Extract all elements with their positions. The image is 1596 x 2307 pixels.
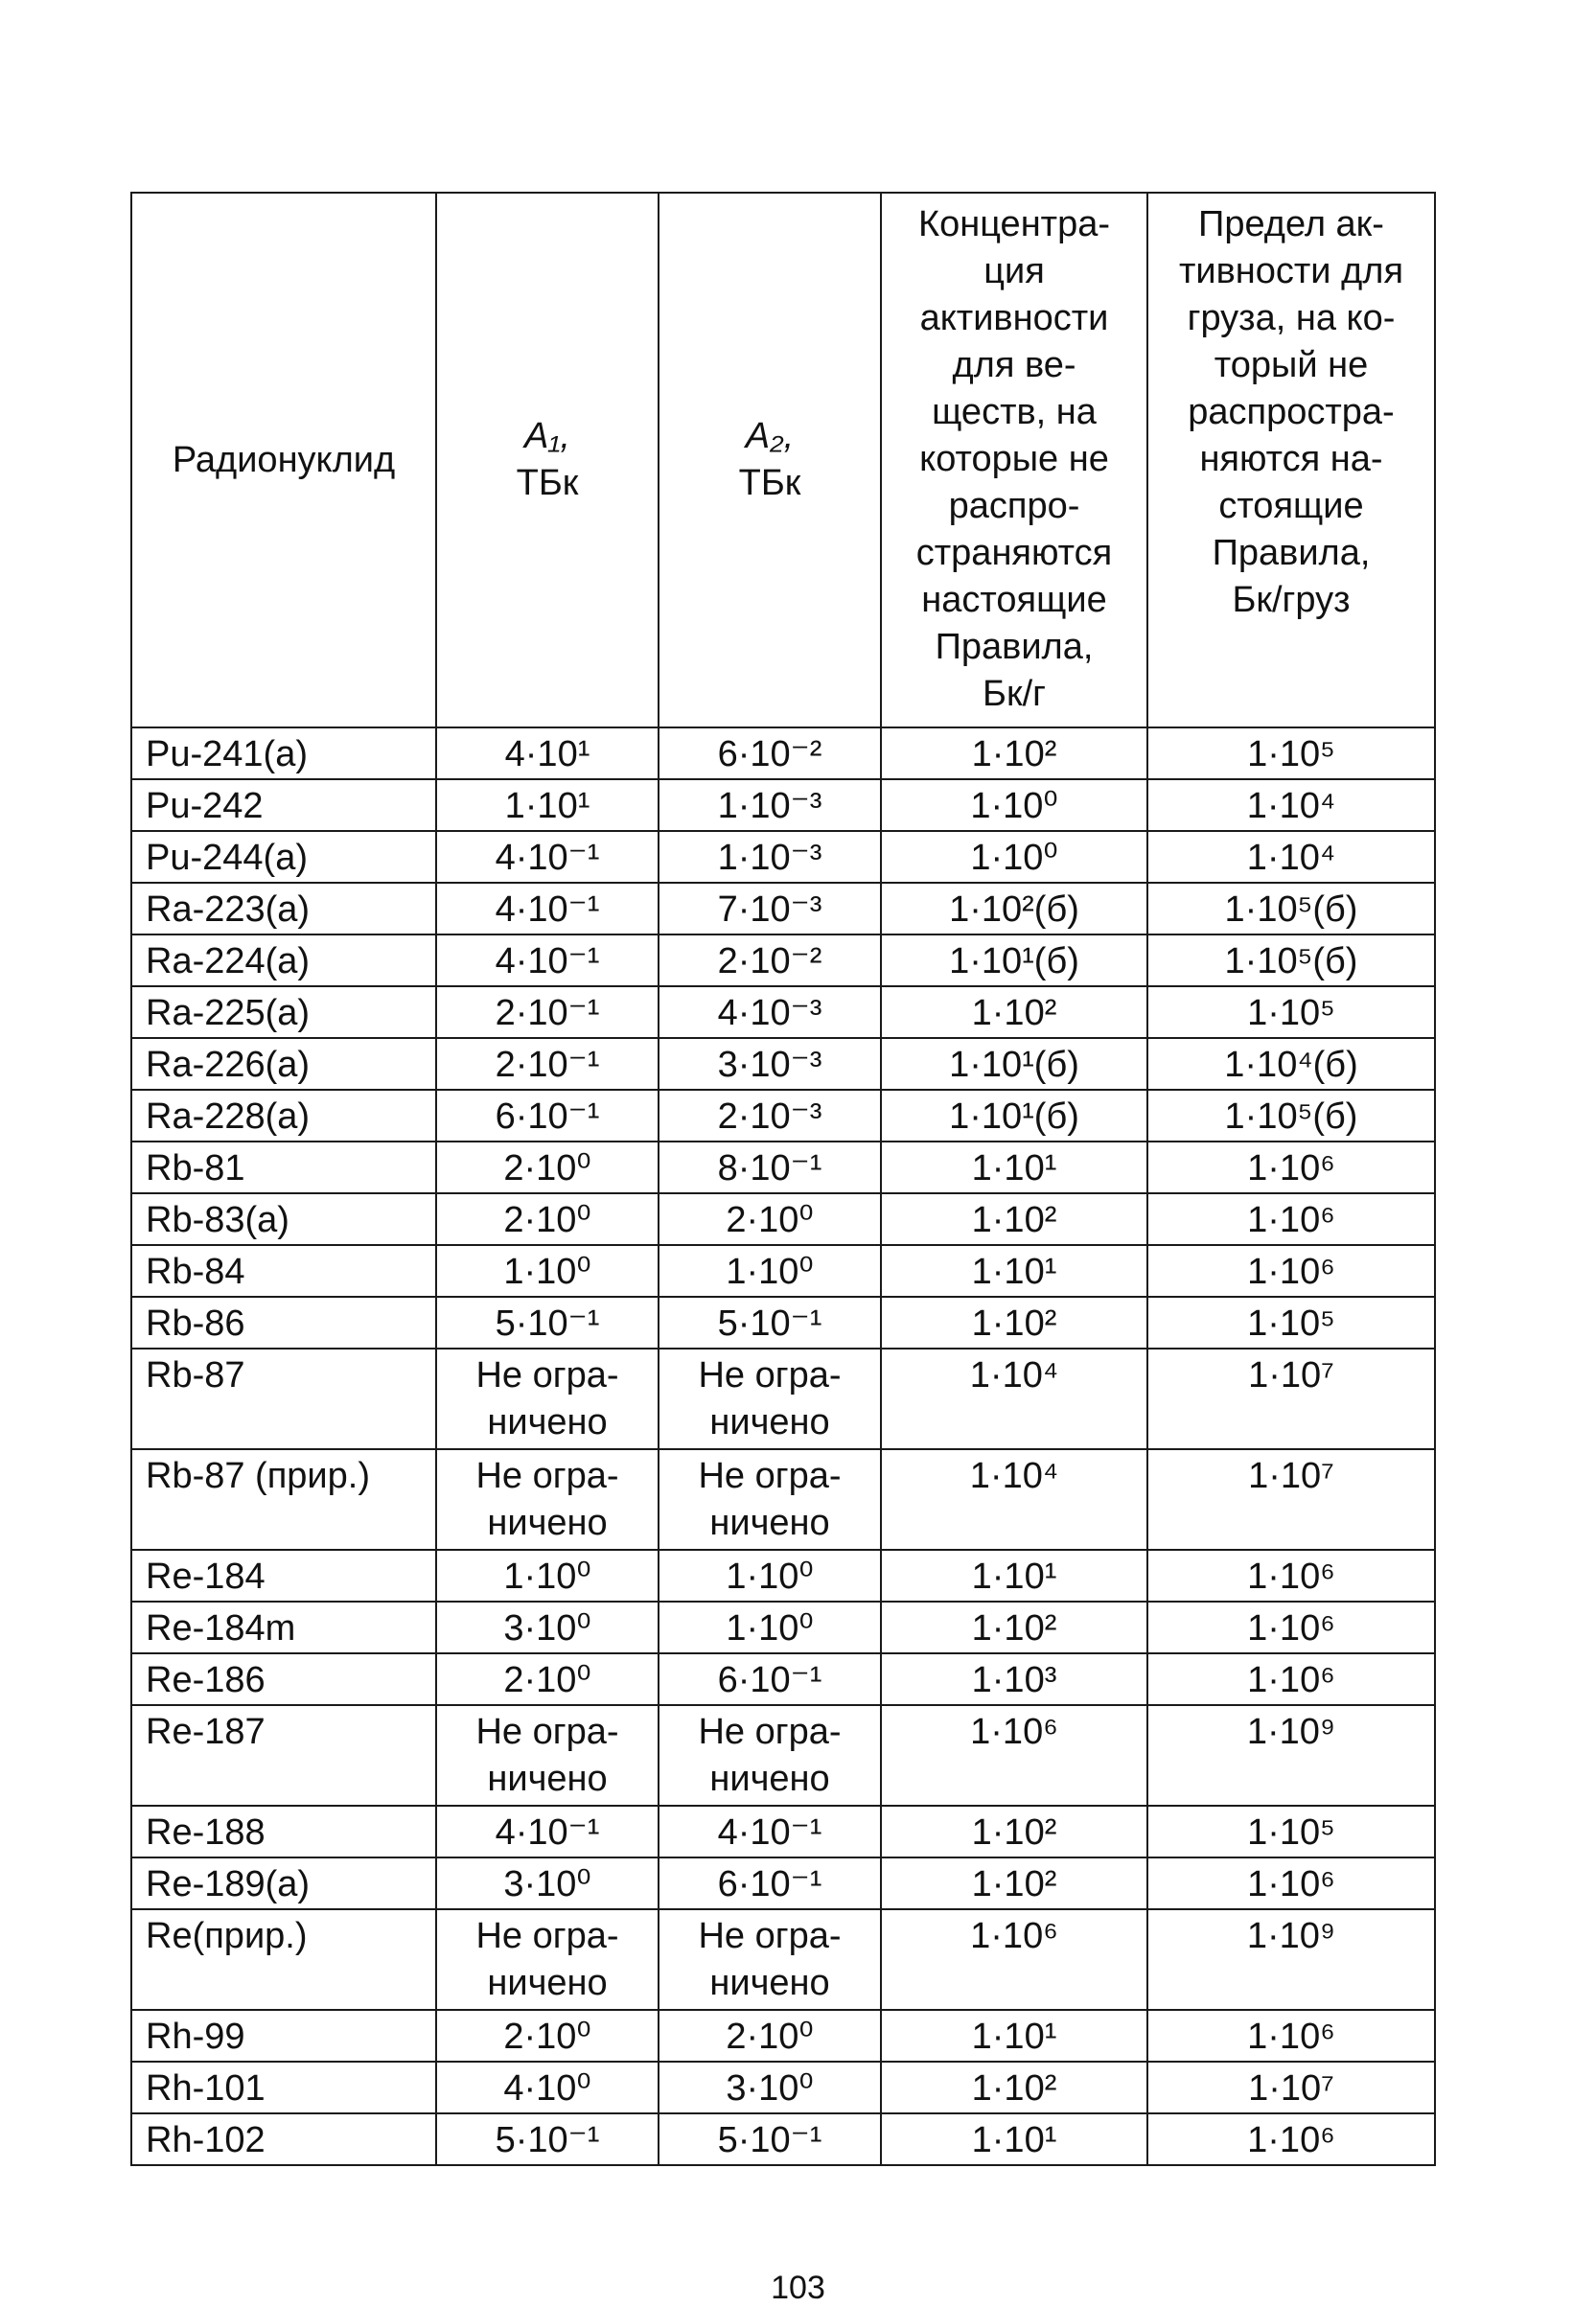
table-row — [131, 1857, 1435, 1909]
header-line: груза, на ко- — [1187, 298, 1396, 338]
table-row — [131, 1705, 1435, 1806]
table-row — [131, 1038, 1435, 1090]
header-row — [131, 193, 1435, 727]
a2-cell: 5·10⁻¹ — [659, 1297, 881, 1349]
radionuclide-cell: Re-189(a) — [131, 1857, 436, 1909]
concentration-cell: 1·10⁶ — [881, 1705, 1147, 1806]
table-row — [131, 934, 1435, 986]
a2-cell: 7·10⁻³ — [659, 883, 881, 934]
header-line: Радионуклид — [172, 439, 396, 480]
consignment-limit-cell: 1·10⁹ — [1147, 1705, 1435, 1806]
concentration-cell: 1·10⁴ — [881, 1349, 1147, 1449]
header-line: страняются — [915, 533, 1113, 573]
consignment-limit-cell: 1·10⁵ — [1147, 1297, 1435, 1349]
consignment-limit-cell: 1·10⁵ — [1147, 727, 1435, 779]
concentration-cell: 1·10¹ — [881, 2010, 1147, 2062]
a1-cell: Не огра- ничено — [436, 1449, 659, 1550]
radionuclide-cell: Ra-225(a) — [131, 986, 436, 1038]
concentration-cell: 1·10² — [881, 986, 1147, 1038]
consignment-limit-cell: 1·10⁴ — [1147, 779, 1435, 831]
header-line: Правила, — [935, 627, 1094, 667]
a2-cell: Не огра- ничено — [659, 1705, 881, 1806]
concentration-cell: 1·10⁰ — [881, 831, 1147, 883]
concentration-cell: 1·10⁰ — [881, 779, 1147, 831]
radionuclide-cell: Rb-87 — [131, 1349, 436, 1449]
header-line: ТБк — [516, 463, 579, 503]
header-line: ТБк — [738, 463, 801, 503]
table-row — [131, 1550, 1435, 1602]
radionuclide-cell: Re-188 — [131, 1806, 436, 1857]
radionuclide-cell: Rb-84 — [131, 1245, 436, 1297]
header-concentration-limit — [881, 193, 1147, 727]
consignment-limit-cell: 1·10⁶ — [1147, 1193, 1435, 1245]
concentration-cell: 1·10² — [881, 1602, 1147, 1653]
concentration-cell: 1·10² — [881, 1297, 1147, 1349]
table-row — [131, 1245, 1435, 1297]
a2-cell: 1·10⁰ — [659, 1550, 881, 1602]
radionuclide-cell: Rb-87 (прир.) — [131, 1449, 436, 1550]
concentration-cell: 1·10¹ — [881, 2113, 1147, 2165]
a1-cell: Не огра- ничено — [436, 1909, 659, 2010]
a1-cell: 2·10⁻¹ — [436, 1038, 659, 1090]
concentration-cell: 1·10¹ — [881, 1142, 1147, 1193]
a1-cell: 3·10⁰ — [436, 1602, 659, 1653]
radionuclide-cell: Ra-223(a) — [131, 883, 436, 934]
concentration-cell: 1·10²(б) — [881, 883, 1147, 934]
header-line: настоящие — [921, 580, 1107, 620]
table-row — [131, 1449, 1435, 1550]
header-line: Бк/груз — [1232, 580, 1351, 620]
consignment-limit-cell: 1·10⁵(б) — [1147, 883, 1435, 934]
radionuclide-cell: Pu-241(a) — [131, 727, 436, 779]
a1-cell: 4·10⁰ — [436, 2062, 659, 2113]
radionuclide-cell: Rb-83(a) — [131, 1193, 436, 1245]
concentration-cell: 1·10⁴ — [881, 1449, 1147, 1550]
header-line: ция — [983, 251, 1045, 291]
a2-cell: Не огра- ничено — [659, 1349, 881, 1449]
radionuclide-cell: Ra-226(a) — [131, 1038, 436, 1090]
header-line: распро- — [948, 486, 1080, 526]
radionuclide-cell: Rh-99 — [131, 2010, 436, 2062]
a1-cell: 2·10⁻¹ — [436, 986, 659, 1038]
a1-cell: Не огра- ничено — [436, 1349, 659, 1449]
radionuclide-cell: Pu-242 — [131, 779, 436, 831]
a1-cell: 1·10⁰ — [436, 1245, 659, 1297]
a1-cell: 2·10⁰ — [436, 1142, 659, 1193]
concentration-cell: 1·10² — [881, 2062, 1147, 2113]
a2-cell: 2·10⁻³ — [659, 1090, 881, 1142]
header-consignment-limit — [1147, 193, 1435, 727]
a2-cell: 2·10⁰ — [659, 1193, 881, 1245]
radionuclide-cell: Ra-228(a) — [131, 1090, 436, 1142]
header-line: Бк/г — [983, 674, 1046, 714]
consignment-limit-cell: 1·10⁷ — [1147, 1349, 1435, 1449]
table-row — [131, 1142, 1435, 1193]
consignment-limit-cell: 1·10⁵ — [1147, 986, 1435, 1038]
a2-cell: 6·10⁻² — [659, 727, 881, 779]
radionuclide-cell: Pu-244(a) — [131, 831, 436, 883]
header-line: A₂, — [745, 416, 795, 456]
header-line: торый не — [1214, 345, 1369, 385]
consignment-limit-cell: 1·10⁵(б) — [1147, 1090, 1435, 1142]
header-line: ществ, на — [932, 392, 1097, 432]
concentration-cell: 1·10¹(б) — [881, 1038, 1147, 1090]
consignment-limit-cell: 1·10⁵(б) — [1147, 934, 1435, 986]
a2-cell: Не огра- ничено — [659, 1449, 881, 1550]
concentration-cell: 1·10² — [881, 1806, 1147, 1857]
radionuclide-cell: Re-184m — [131, 1602, 436, 1653]
consignment-limit-cell: 1·10⁴ — [1147, 831, 1435, 883]
concentration-cell: 1·10¹(б) — [881, 934, 1147, 986]
concentration-cell: 1·10² — [881, 1193, 1147, 1245]
a2-cell: 5·10⁻¹ — [659, 2113, 881, 2165]
header-line: A₁, — [524, 416, 570, 456]
a1-cell: 2·10⁰ — [436, 1653, 659, 1705]
a1-cell: 1·10¹ — [436, 779, 659, 831]
radionuclide-cell: Rb-86 — [131, 1297, 436, 1349]
a1-cell: 2·10⁰ — [436, 1193, 659, 1245]
table-row — [131, 1349, 1435, 1449]
a1-cell: 4·10⁻¹ — [436, 1806, 659, 1857]
header-line: для ве- — [952, 345, 1076, 385]
a1-cell: Не огра- ничено — [436, 1705, 659, 1806]
table-row — [131, 1090, 1435, 1142]
header-line: тивности для — [1178, 251, 1404, 291]
a1-cell: 4·10⁻¹ — [436, 934, 659, 986]
table-row — [131, 1909, 1435, 2010]
a1-cell: 5·10⁻¹ — [436, 2113, 659, 2165]
a1-cell: 4·10¹ — [436, 727, 659, 779]
a1-cell: 4·10⁻¹ — [436, 883, 659, 934]
a2-cell: 2·10⁻² — [659, 934, 881, 986]
table-row — [131, 2113, 1435, 2165]
table-row — [131, 727, 1435, 779]
a2-cell: 1·10⁻³ — [659, 831, 881, 883]
table-row — [131, 1193, 1435, 1245]
radionuclide-cell: Rh-102 — [131, 2113, 436, 2165]
header-line: Правила, — [1212, 533, 1371, 573]
concentration-cell: 1·10² — [881, 727, 1147, 779]
table-row — [131, 2010, 1435, 2062]
a2-cell: 1·10⁰ — [659, 1245, 881, 1297]
header-line: Предел ак- — [1198, 204, 1384, 244]
a1-cell: 3·10⁰ — [436, 1857, 659, 1909]
a2-cell: 6·10⁻¹ — [659, 1857, 881, 1909]
table-row — [131, 1602, 1435, 1653]
table-row — [131, 1297, 1435, 1349]
a2-cell: 6·10⁻¹ — [659, 1653, 881, 1705]
a1-cell: 2·10⁰ — [436, 2010, 659, 2062]
table-row — [131, 831, 1435, 883]
page-number: 103 — [771, 2270, 825, 2306]
radionuclide-cell: Rb-81 — [131, 1142, 436, 1193]
radionuclide-cell: Rh-101 — [131, 2062, 436, 2113]
header-line: активности — [919, 298, 1109, 338]
header-line: няются на- — [1199, 439, 1383, 479]
concentration-cell: 1·10² — [881, 1857, 1147, 1909]
consignment-limit-cell: 1·10⁶ — [1147, 1602, 1435, 1653]
concentration-cell: 1·10¹(б) — [881, 1090, 1147, 1142]
table-row — [131, 2062, 1435, 2113]
table-row — [131, 1806, 1435, 1857]
concentration-cell: 1·10³ — [881, 1653, 1147, 1705]
consignment-limit-cell: 1·10⁶ — [1147, 2010, 1435, 2062]
table-row — [131, 779, 1435, 831]
a2-cell: 1·10⁻³ — [659, 779, 881, 831]
consignment-limit-cell: 1·10⁶ — [1147, 1653, 1435, 1705]
concentration-cell: 1·10⁶ — [881, 1909, 1147, 2010]
radionuclide-cell: Ra-224(a) — [131, 934, 436, 986]
header-line: которые не — [919, 439, 1109, 479]
a1-cell: 6·10⁻¹ — [436, 1090, 659, 1142]
a2-cell: 8·10⁻¹ — [659, 1142, 881, 1193]
consignment-limit-cell: 1·10⁷ — [1147, 1449, 1435, 1550]
a1-cell: 1·10⁰ — [436, 1550, 659, 1602]
consignment-limit-cell: 1·10⁵ — [1147, 1806, 1435, 1857]
a2-cell: Не огра- ничено — [659, 1909, 881, 2010]
concentration-cell: 1·10¹ — [881, 1550, 1147, 1602]
table-row — [131, 1653, 1435, 1705]
header-line: стоящие — [1218, 486, 1364, 526]
a2-cell: 4·10⁻¹ — [659, 1806, 881, 1857]
consignment-limit-cell: 1·10⁶ — [1147, 1142, 1435, 1193]
header-a1 — [436, 193, 659, 727]
radionuclide-table — [130, 192, 1436, 2166]
consignment-limit-cell: 1·10⁶ — [1147, 1857, 1435, 1909]
concentration-cell: 1·10¹ — [881, 1245, 1147, 1297]
header-a2 — [659, 193, 881, 727]
consignment-limit-cell: 1·10⁶ — [1147, 1550, 1435, 1602]
consignment-limit-cell: 1·10⁴(б) — [1147, 1038, 1435, 1090]
a2-cell: 4·10⁻³ — [659, 986, 881, 1038]
header-line: Концентра- — [917, 204, 1111, 244]
radionuclide-cell: Re(прир.) — [131, 1909, 436, 2010]
a2-cell: 1·10⁰ — [659, 1602, 881, 1653]
a1-cell: 4·10⁻¹ — [436, 831, 659, 883]
a2-cell: 3·10⁻³ — [659, 1038, 881, 1090]
radionuclide-cell: Re-186 — [131, 1653, 436, 1705]
radionuclide-cell: Re-184 — [131, 1550, 436, 1602]
consignment-limit-cell: 1·10⁶ — [1147, 2113, 1435, 2165]
a2-cell: 3·10⁰ — [659, 2062, 881, 2113]
table-body — [131, 727, 1435, 2165]
consignment-limit-cell: 1·10⁶ — [1147, 1245, 1435, 1297]
consignment-limit-cell: 1·10⁹ — [1147, 1909, 1435, 2010]
consignment-limit-cell: 1·10⁷ — [1147, 2062, 1435, 2113]
a2-cell: 2·10⁰ — [659, 2010, 881, 2062]
header-line: распростра- — [1188, 392, 1395, 432]
table-row — [131, 883, 1435, 934]
a1-cell: 5·10⁻¹ — [436, 1297, 659, 1349]
radionuclide-cell: Re-187 — [131, 1705, 436, 1806]
table-row — [131, 986, 1435, 1038]
header-radionuclide — [131, 193, 436, 727]
